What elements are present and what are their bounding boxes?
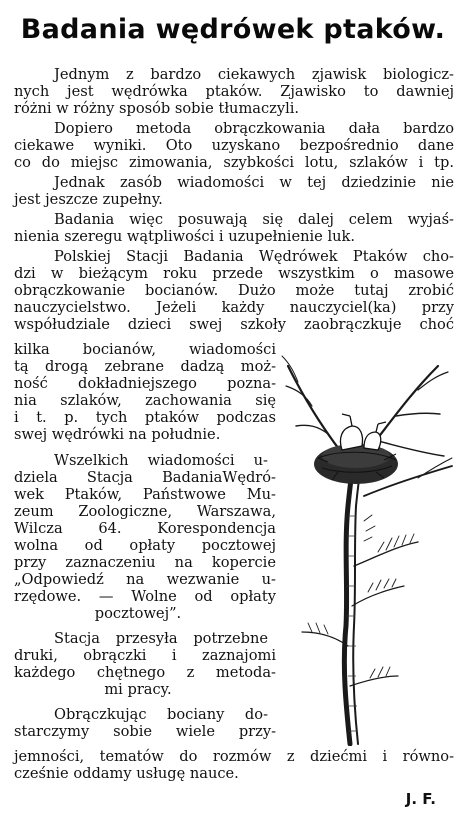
text-line: Wszelkich wiadomości u- — [54, 452, 268, 469]
text-line: mi pracy. — [104, 681, 172, 698]
text-line: nych jest wędrówka ptaków. Zjawisko to dawniej — [14, 83, 454, 100]
text-line: zeum Zoologiczne, Warszawa, — [14, 503, 276, 520]
text-line: różni w różny sposób sobie tłumaczyli. — [14, 100, 300, 117]
text-line: co do miejsc zimowania, szybkości lotu, szlaków i tp. — [14, 154, 454, 171]
text-line: przy zaznaczeniu na kopercie — [14, 554, 276, 571]
article-title: Badania wędrówek ptaków. — [20, 14, 446, 45]
stork-nest-illustration — [268, 346, 458, 746]
text-line: Wilcza 64. Korespondencja — [14, 520, 276, 537]
text-line: dzi w bieżącym roku przede wszystkim o masowe — [14, 265, 454, 282]
text-line: jest jeszcze zupełny. — [14, 191, 163, 208]
signature: J. F. — [405, 790, 436, 808]
text-line: Jednym z bardzo ciekawych zjawisk biologicz- — [54, 66, 454, 83]
text-line: Stacja przesyła potrzebne — [54, 630, 268, 647]
text-line: kilka bocianów, wiadomości — [14, 341, 276, 358]
text-line: Badania więc posuwają się dalej celem wyjaś- — [54, 211, 454, 228]
text-line: rzędowe. — Wolne od opłaty — [14, 588, 276, 605]
text-line: nauczycielstwo. Jeżeli każdy nauczyciel(ka) przy — [14, 299, 454, 316]
text-line: starczymy sobie wiele przy- — [14, 723, 276, 740]
text-line: Jednak zasób wiadomości w tej dziedzinie nie — [54, 174, 454, 191]
text-line: swej wędrówki na południe. — [14, 426, 221, 443]
text-line: Dopiero metoda obrączkowania dała bardzo — [54, 120, 454, 137]
text-line: druki, obrączki i zaznajomi — [14, 647, 276, 664]
text-line: ność dokładniejszego pozna- — [14, 375, 276, 392]
text-line: Obrączkując bociany do- — [54, 706, 268, 723]
text-line: nia szlaków, zachowania się — [14, 392, 276, 409]
text-line: i t. p. tych ptaków podczas — [14, 409, 276, 426]
text-line: pocztowej”. — [94, 605, 182, 622]
text-line: wek Ptaków, Państwowe Mu- — [14, 486, 276, 503]
text-line: każdego chętnego z metoda- — [14, 664, 276, 681]
text-line: obrączkowanie bocianów. Dużo może tutaj zrobić — [14, 282, 454, 299]
text-line: jemności, tematów do rozmów z dziećmi i równo- — [14, 748, 454, 765]
text-line: nienia szeregu wątpliwości i uzupełnienie luk. — [14, 228, 355, 245]
text-line: tą drogą zebrane dadzą moż- — [14, 358, 276, 375]
text-line: wolna od opłaty pocztowej — [14, 537, 276, 554]
text-line: ciekawe wyniki. Oto uzyskano bezpośrednio dane — [14, 137, 454, 154]
text-line: współudziale dzieci swej szkoły zaobrączkuje choć — [14, 316, 454, 333]
text-line: cześnie oddamy usługę nauce. — [14, 765, 239, 782]
text-line: „Odpowiedź na wezwanie u- — [14, 571, 276, 588]
text-line: dziela Stacja BadaniaWędró- — [14, 469, 276, 486]
text-line: Polskiej Stacji Badania Wędrówek Ptaków cho- — [54, 248, 454, 265]
